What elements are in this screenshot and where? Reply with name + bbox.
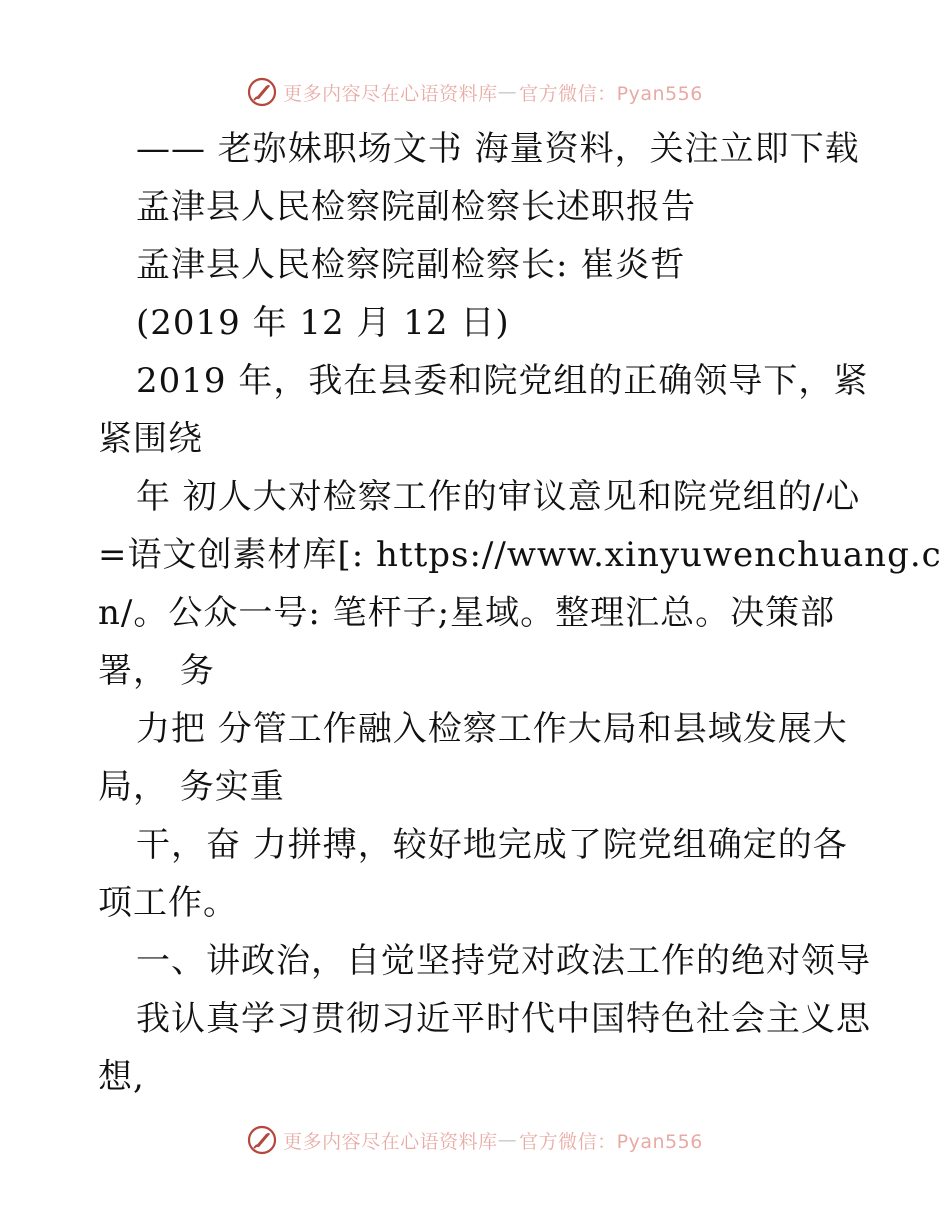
text-line: 孟津县人民检察院副检察长: 崔炎哲 [136, 245, 686, 285]
header-watermark-banner [0, 72, 950, 112]
text-line: 项工作。 [98, 883, 238, 923]
text-line: 力把 分管工作融入检察工作大局和县域发展大 [136, 709, 848, 749]
text-line: 孟津县人民检察院副检察长述职报告 [136, 187, 696, 227]
banner-wechat: 官方微信：Pyan556 [519, 1130, 703, 1153]
text-line: (2019 年 12 月 12 日) [136, 303, 510, 343]
quill-logo-icon [247, 1125, 277, 1155]
text-line: =语文创素材库[: https://www.xinyuwenchuang.c [98, 535, 942, 575]
footer-watermark-banner [0, 1120, 950, 1160]
text-line: 想, [98, 1057, 145, 1097]
quill-logo-icon [247, 77, 277, 107]
text-line: 紧围绕 [98, 419, 203, 459]
text-line: 一、讲政治，自觉坚持党对政法工作的绝对领导 [136, 941, 871, 981]
text-line: n/。公众一号: 笔杆子;星域。整理汇总。决策部 [98, 593, 836, 633]
text-line: 局， 务实重 [98, 767, 285, 807]
banner-wechat: 官方微信：Pyan556 [519, 82, 703, 105]
banner-dash: — [497, 1129, 518, 1151]
text-line: 署， 务 [98, 651, 215, 691]
text-line: 干，奋 力拼搏，较好地完成了院党组确定的各 [136, 825, 848, 865]
text-line: 我认真学习贯彻习近平时代中国特色社会主义思 [136, 999, 871, 1039]
document-body [98, 120, 942, 1106]
banner-dash: — [497, 81, 518, 103]
banner-text: 更多内容尽在心语资料库 [283, 82, 498, 105]
banner-text: 更多内容尽在心语资料库 [283, 1130, 498, 1153]
text-line: 2019 年，我在县委和院党组的正确领导下，紧 [136, 361, 869, 401]
text-line: —— 老弥妹职场文书 海量资料，关注立即下载 [136, 129, 860, 169]
text-line: 年 初人大对检察工作的审议意见和院党组的/心 [136, 477, 861, 517]
